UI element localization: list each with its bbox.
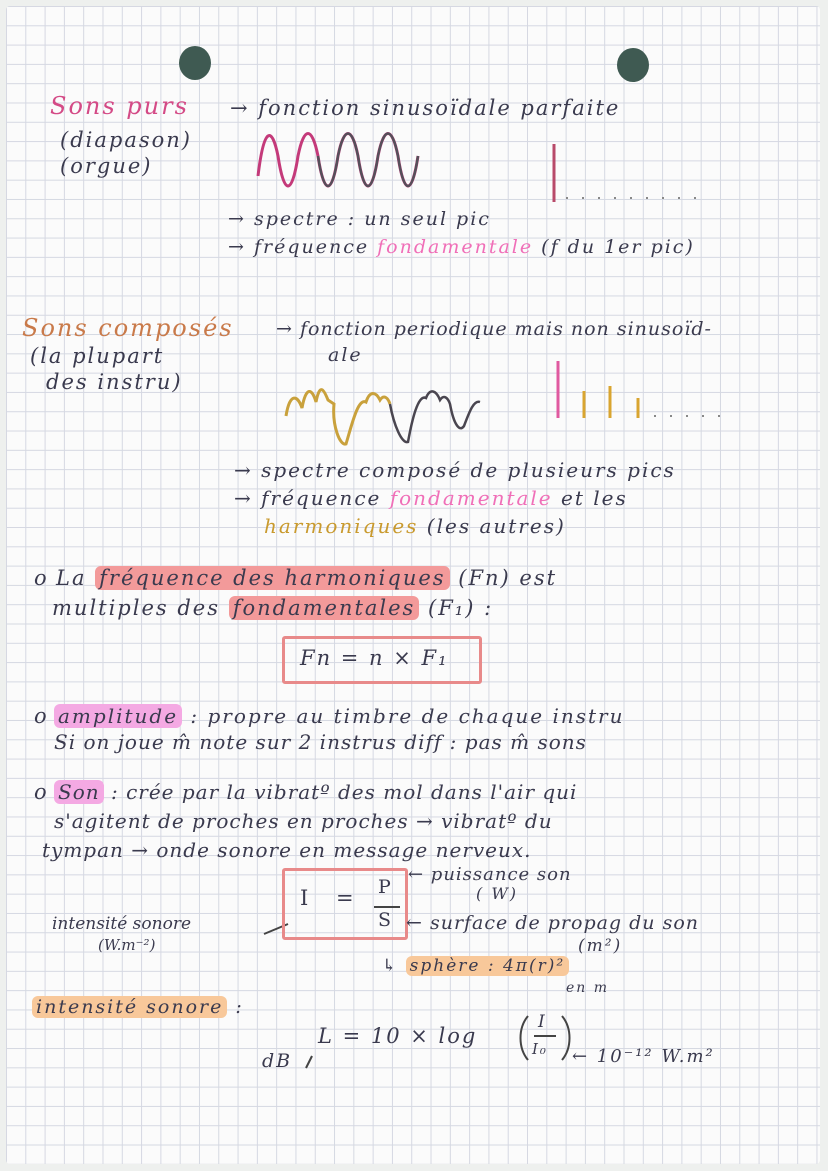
harmoniques-line: harmoniques (les autres) xyxy=(264,514,566,538)
sons-composes-def-1: → fonction periodique mais non sinusoïd- xyxy=(276,318,712,340)
word-fondamentale-1: fondamentale xyxy=(377,236,534,258)
freq-harmoniques-line-1: La fréquence des harmoniques (Fn) est xyxy=(56,566,558,590)
spectre-plusieurs-pics: → spectre composé de plusieurs pics xyxy=(234,458,676,482)
sons-purs-definition: → fonction sinusoïdale parfaite xyxy=(230,96,621,120)
sons-composes-def-2: ale xyxy=(328,344,363,366)
word-fondamentale-2: fondamentale xyxy=(389,486,553,510)
freq-harmoniques-line-2: multiples des fondamentales (F₁) : xyxy=(52,596,494,620)
title-sons-purs: Sons purs xyxy=(50,92,189,120)
unit-decibel: dB xyxy=(262,1050,293,1072)
hl-son: Son xyxy=(54,780,104,804)
hl-sphere: sphère : 4π(r)² xyxy=(406,956,570,976)
example-orgue: (orgue) xyxy=(60,154,153,178)
formula-decibel: L = 10 × log xyxy=(318,1024,478,1048)
frequence-line-1: → fréquence fondamentale (f du 1er pic) xyxy=(228,236,695,258)
hl-amplitude: amplitude xyxy=(54,704,182,728)
word-harmoniques: harmoniques xyxy=(264,514,419,538)
example-diapason: (diapason) xyxy=(60,128,192,152)
left-intensite-sonore: intensité sonore xyxy=(52,914,192,934)
intensite-sonore-heading: intensité sonore : xyxy=(32,996,244,1018)
formula-I: I xyxy=(300,886,311,910)
formula-fn: Fn = n × F₁ xyxy=(300,646,449,670)
complex-wave-drawing xyxy=(286,390,390,444)
annotation-reference: ← 10⁻¹² W.m² xyxy=(572,1046,715,1067)
hl-intensite-sonore: intensité sonore xyxy=(32,996,227,1018)
amplitude-line-2: Si on joue m̂ note sur 2 instrus diff : pas m̂ sons xyxy=(54,730,587,754)
amplitude-line-1: amplitude : propre au timbre de chaque instru xyxy=(54,704,624,728)
formula-S: S xyxy=(378,909,394,931)
notebook-page xyxy=(6,6,820,1164)
sphere-unit: en m xyxy=(566,980,610,996)
sphere-line: ↳ sphère : 4π(r)² xyxy=(382,956,569,976)
bullet-amplitude: o xyxy=(34,704,49,728)
sub-la-plupart: (la plupart xyxy=(30,344,165,368)
annotation-surface: ← surface de propag du son xyxy=(406,912,700,934)
bullet-son: o xyxy=(34,780,49,804)
title-sons-composes: Sons composés xyxy=(22,314,234,342)
son-line-2: s'agitent de proches en proches → vibratº du xyxy=(54,809,553,833)
son-line-1: Son : crée par la vibratº des mol dans l'air qui xyxy=(54,780,577,804)
hl-frequence-harmoniques: fréquence des harmoniques xyxy=(95,566,449,590)
annotation-surface-unit: (m²) xyxy=(578,936,623,956)
formula-equals: = xyxy=(336,886,356,910)
annotation-puissance: ← puissance son xyxy=(408,864,572,885)
son-line-3: tympan → onde sonore en message nerveux. xyxy=(42,838,532,862)
hl-fondamentales: fondamentales xyxy=(229,596,420,620)
left-intensite-unit: (W.m⁻²) xyxy=(98,936,156,954)
formula-frac-top: I xyxy=(538,1012,547,1032)
spectre-un-pic: → spectre : un seul pic xyxy=(228,208,491,230)
annotation-puissance-unit: ( W) xyxy=(476,884,519,903)
frequence-line-2: → fréquence fondamentale et les xyxy=(234,486,628,510)
formula-frac-bot: I₀ xyxy=(532,1040,548,1058)
formula-P: P xyxy=(378,876,393,898)
bullet-frequence: o xyxy=(34,566,49,590)
sub-des-instru: des instru) xyxy=(46,370,183,394)
